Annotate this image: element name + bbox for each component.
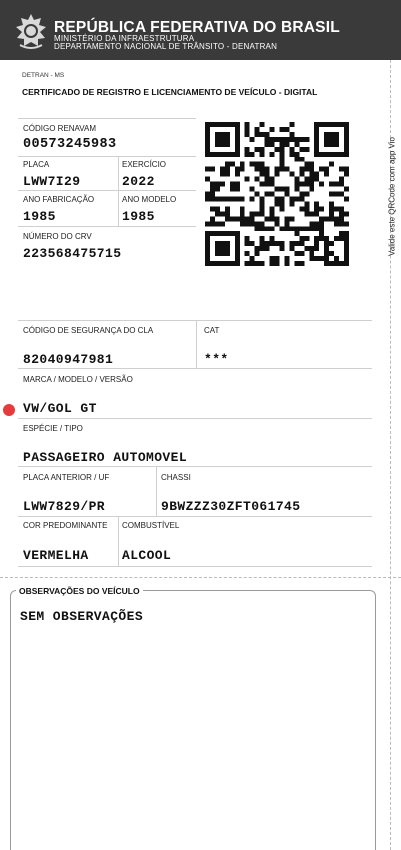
- brazil-coat-of-arms-icon: [14, 13, 48, 51]
- especie-tipo-value: PASSAGEIRO AUTOMOVEL: [23, 450, 188, 465]
- header-ministry: MINISTÉRIO DA INFRAESTRUTURA: [54, 34, 195, 43]
- placa-value: LWW7I29: [23, 174, 81, 189]
- header-title: REPÚBLICA FEDERATIVA DO BRASIL: [54, 19, 340, 36]
- marca-modelo-label: MARCA / MODELO / VERSÃO: [23, 375, 133, 384]
- divider: [18, 368, 372, 369]
- chassi-value: 9BWZZZ30ZFT061745: [161, 499, 301, 514]
- exercicio-label: EXERCÍCIO: [122, 160, 167, 169]
- divider: [18, 516, 372, 517]
- divider: [18, 156, 196, 157]
- divider: [18, 320, 372, 321]
- placa-label: PLACA: [23, 160, 50, 169]
- divider: [18, 566, 372, 567]
- field-marker-dot: [3, 404, 15, 416]
- divider: [18, 118, 196, 119]
- especie-tipo-label: ESPÉCIE / TIPO: [23, 424, 83, 433]
- placa-anterior-label: PLACA ANTERIOR / UF: [23, 473, 110, 482]
- cor-value: VERMELHA: [23, 548, 89, 563]
- observations-label: OBSERVAÇÕES DO VEÍCULO: [16, 586, 143, 596]
- divider: [156, 466, 157, 516]
- marca-modelo-value: VW/GOL GT: [23, 401, 97, 416]
- combustivel-label: COMBUSTÍVEL: [122, 521, 180, 530]
- cat-value: ***: [204, 352, 229, 367]
- combustivel-value: ALCOOL: [122, 548, 172, 563]
- header-department: DEPARTAMENTO NACIONAL DE TRÂNSITO - DENATRAN: [54, 42, 278, 51]
- document-title: CERTIFICADO DE REGISTRO E LICENCIAMENTO DE VEÍCULO - DIGITAL: [22, 87, 318, 97]
- ano-modelo-label: ANO MODELO: [122, 195, 177, 204]
- cut-guide-horizontal: [0, 577, 401, 578]
- ano-modelo-value: 1985: [122, 209, 155, 224]
- divider: [18, 418, 372, 419]
- exercicio-value: 2022: [122, 174, 155, 189]
- ano-fabricacao-value: 1985: [23, 209, 56, 224]
- qr-validation-caption: Valide este QRCode com app Vio: [387, 137, 397, 256]
- codigo-seguranca-value: 82040947981: [23, 352, 114, 367]
- numero-crv-label: NÚMERO DO CRV: [23, 232, 92, 241]
- cor-label: COR PREDOMINANTE: [23, 521, 108, 530]
- placa-anterior-value: LWW7829/PR: [23, 499, 106, 514]
- renavam-value: 00573245983: [23, 137, 117, 152]
- ano-fabricacao-label: ANO FABRICAÇÃO: [23, 195, 95, 204]
- divider: [18, 226, 196, 227]
- divider: [118, 516, 119, 566]
- codigo-seguranca-label: CÓDIGO DE SEGURANÇA DO CLA: [23, 326, 154, 335]
- header-bar: [0, 0, 401, 60]
- divider: [196, 320, 197, 368]
- cat-label: CAT: [204, 326, 220, 335]
- observations-value: SEM OBSERVAÇÕES: [20, 609, 144, 624]
- observations-box: [10, 590, 376, 850]
- chassi-label: CHASSI: [161, 473, 191, 482]
- issuing-agency: DETRAN - MS: [22, 72, 65, 79]
- divider: [18, 190, 196, 191]
- qr-code-icon: [205, 122, 349, 266]
- divider: [118, 156, 119, 226]
- renavam-label: CÓDIGO RENAVAM: [23, 124, 97, 133]
- numero-crv-value: 223568475715: [23, 246, 122, 261]
- divider: [18, 466, 372, 467]
